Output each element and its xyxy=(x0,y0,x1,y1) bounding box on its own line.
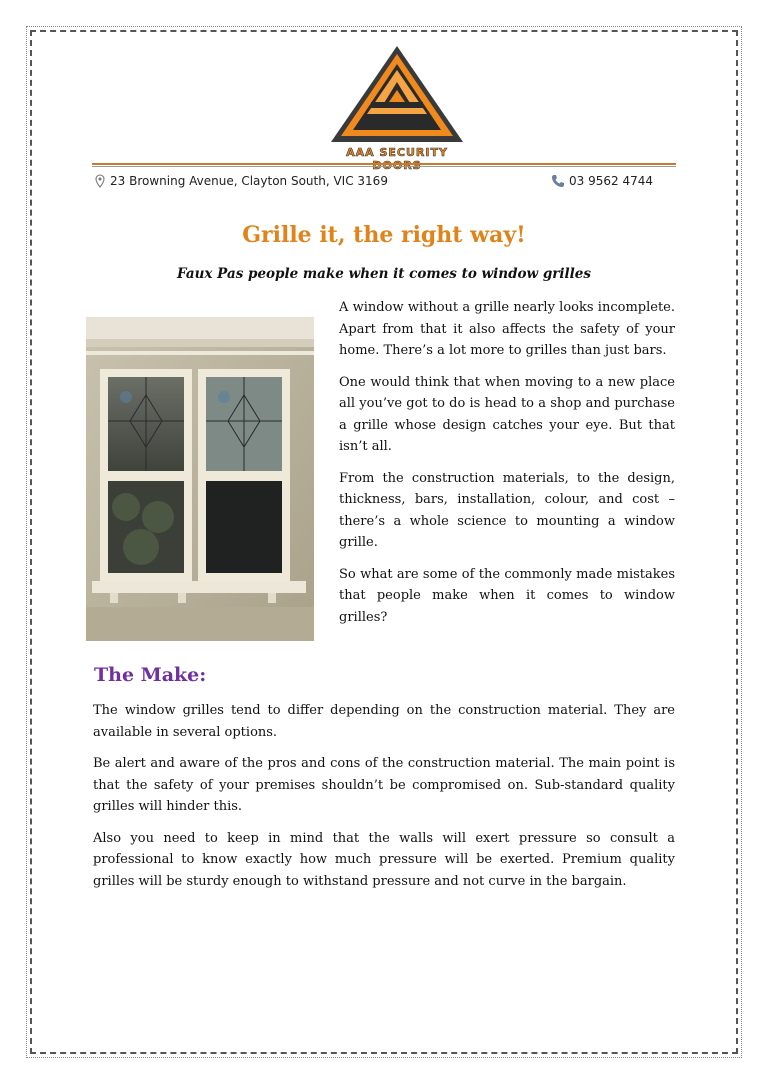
body-paragraph: The window grilles tend to differ depending on the construction material. They are available in several options. xyxy=(93,703,675,740)
intro-paragraph: One would think that when moving to a new place all you’ve got to do is head to a shop and purchase a grille whose design catches your eye. But that isn’t all. xyxy=(339,374,675,454)
header-rule xyxy=(92,163,676,165)
intro-paragraph: So what are some of the commonly made mistakes that people make when it comes to window grilles? xyxy=(339,566,675,625)
contact-address xyxy=(94,174,388,188)
company-logo xyxy=(327,42,467,162)
intro-column xyxy=(339,297,675,638)
intro-paragraph: A window without a grille nearly looks incomplete. Apart from that it also affects the safety of your home. There’s a lot more to grilles than just bars. xyxy=(339,300,675,358)
body-paragraph: Also you need to keep in mind that the walls will exert pressure so consult a professional to know exactly how much pressure will be exerted. Premium quality grilles will be sturdy enough to withstand pressure and not curve in the bargain. xyxy=(93,830,675,889)
contact-phone xyxy=(551,174,653,188)
section-heading: The Make: xyxy=(94,664,207,686)
address-text: 23 Browning Avenue, Clayton South, VIC 3169 xyxy=(110,174,388,188)
phone-icon xyxy=(551,174,565,188)
section-body xyxy=(93,700,675,902)
window-photo xyxy=(86,317,314,641)
header-rule-secondary xyxy=(92,166,676,167)
body-paragraph: Be alert and aware of the pros and cons of the construction material. The main point is that the safety of your premises shouldn’t be compromised on. Sub-standard quality grilles will hinder this. xyxy=(93,756,675,814)
window-grille-image xyxy=(86,317,314,641)
logo-triangle-icon xyxy=(327,42,467,152)
article-subtitle: Faux Pas people make when it comes to window grilles xyxy=(177,266,591,282)
phone-text: 03 9562 4744 xyxy=(569,174,653,188)
article-title: Grille it, the right way! xyxy=(242,222,526,248)
map-pin-icon xyxy=(94,174,106,188)
intro-paragraph: From the construction materials, to the design, thickness, bars, installation, colour, and cost – there’s a whole science to mounting a window grille. xyxy=(339,470,675,550)
logo-wordmark: AAA SECURITY xyxy=(346,146,448,159)
